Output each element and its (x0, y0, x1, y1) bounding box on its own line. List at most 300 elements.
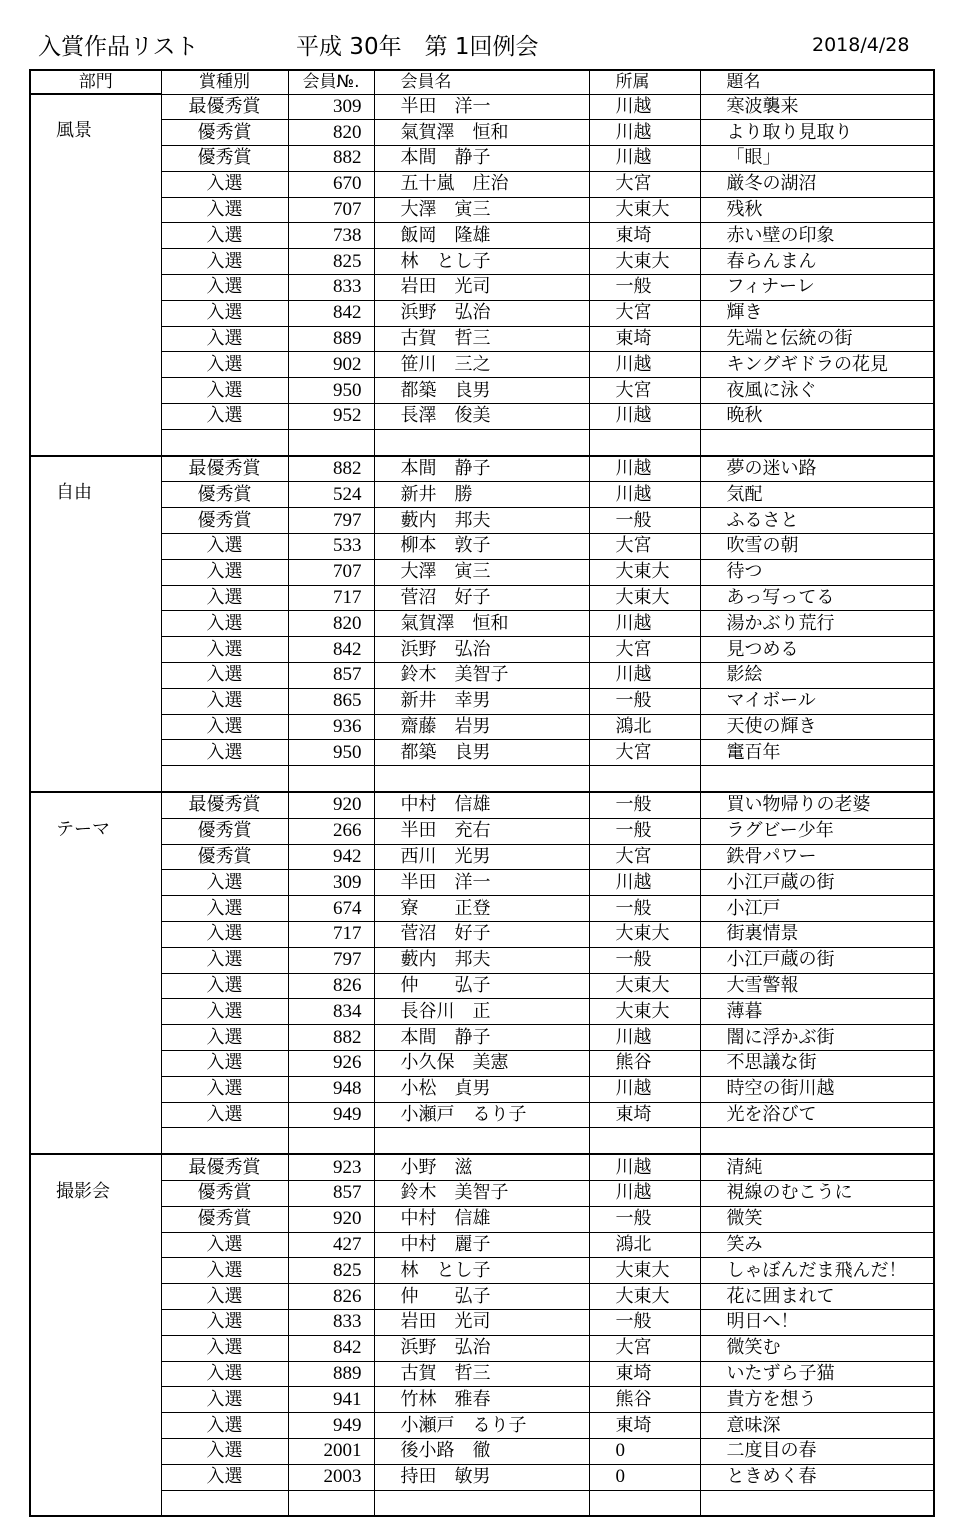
member-number-cell: 717 (288, 585, 374, 611)
award-cell: 入選 (161, 249, 288, 275)
department-cell (30, 482, 161, 508)
member-number-cell: 902 (288, 352, 374, 378)
table-row (30, 663, 934, 689)
award-cell: 入選 (161, 326, 288, 352)
department-cell (30, 1464, 161, 1490)
member-number-cell: 826 (288, 1284, 374, 1310)
work-title-cell: 二度目の春 (700, 1438, 934, 1464)
member-number-cell: 820 (288, 120, 374, 146)
member-name-cell: 柳本 敦子 (374, 534, 589, 560)
work-title-cell: ラグビー少年 (700, 818, 934, 844)
department-cell (30, 1154, 161, 1202)
member-name-cell: 竹林 雅春 (374, 1387, 589, 1413)
work-title-cell: 晩秋 (700, 404, 934, 430)
table-row (30, 378, 934, 404)
award-cell: 優秀賞 (161, 1180, 288, 1206)
department-cell (30, 740, 161, 766)
work-title-cell: 微笑 (700, 1206, 934, 1232)
affiliation-cell: 大東大 (589, 1258, 700, 1284)
member-name-cell: 飯岡 隆雄 (374, 223, 589, 249)
affiliation-cell: 一般 (589, 818, 700, 844)
table-row (30, 456, 934, 482)
department-cell (30, 1258, 161, 1284)
award-cell: 優秀賞 (161, 844, 288, 870)
table-row (30, 1387, 934, 1413)
department-cell (30, 870, 161, 896)
empty-cell (374, 766, 589, 792)
award-cell: 入選 (161, 896, 288, 922)
department-cell (30, 404, 161, 430)
member-number-cell: 707 (288, 197, 374, 223)
work-title-cell: 買い物帰りの老婆 (700, 792, 934, 818)
member-number-cell: 857 (288, 1180, 374, 1206)
work-title-cell: 湯かぶり荒行 (700, 611, 934, 637)
member-name-cell: 長谷川 正 (374, 999, 589, 1025)
work-title-cell: 赤い壁の印象 (700, 223, 934, 249)
work-title-cell: 視線のむこうに (700, 1180, 934, 1206)
table-row (30, 999, 934, 1025)
affiliation-cell: 川越 (589, 352, 700, 378)
empty-cell (161, 766, 288, 792)
member-number-cell: 923 (288, 1154, 374, 1180)
member-name-cell: 都築 良男 (374, 378, 589, 404)
department-cell (30, 896, 161, 922)
work-title-cell: 残秋 (700, 197, 934, 223)
department-cell (30, 429, 161, 455)
member-number-cell: 524 (288, 482, 374, 508)
work-title-cell: 光を浴びて (700, 1102, 934, 1128)
department-cell (30, 146, 161, 172)
member-number-cell: 834 (288, 999, 374, 1025)
award-cell: 入選 (161, 378, 288, 404)
table-row (30, 249, 934, 275)
member-number-cell: 820 (288, 611, 374, 637)
table-row (30, 611, 934, 637)
department-cell (30, 947, 161, 973)
member-number-cell: 309 (288, 870, 374, 896)
work-title-cell: 貴方を想う (700, 1387, 934, 1413)
affiliation-cell: 大宮 (589, 171, 700, 197)
work-title-cell: 寒波襲来 (700, 94, 934, 120)
affiliation-cell: 川越 (589, 870, 700, 896)
work-title-cell: 小江戸蔵の街 (700, 947, 934, 973)
affiliation-cell: 一般 (589, 275, 700, 301)
table-row (30, 870, 934, 896)
empty-cell (589, 429, 700, 455)
member-number-cell: 950 (288, 378, 374, 404)
work-title-cell: 気配 (700, 482, 934, 508)
member-number-cell: 949 (288, 1102, 374, 1128)
member-number-cell: 738 (288, 223, 374, 249)
member-name-cell: 鈴木 美智子 (374, 1180, 589, 1206)
award-cell: 入選 (161, 611, 288, 637)
affiliation-cell: 一般 (589, 896, 700, 922)
member-name-cell: 小瀬戸 るり子 (374, 1102, 589, 1128)
member-name-cell: 古賀 哲三 (374, 1361, 589, 1387)
work-title-cell: マイボール (700, 688, 934, 714)
member-name-cell: 氣賀澤 恒和 (374, 611, 589, 637)
member-name-cell: 笹川 三之 (374, 352, 589, 378)
department-cell (30, 249, 161, 275)
member-name-cell: 本間 静子 (374, 456, 589, 482)
work-title-cell: 明日へ！ (700, 1309, 934, 1335)
department-cell (30, 844, 161, 870)
affiliation-cell: 大東大 (589, 973, 700, 999)
affiliation-cell: 東埼 (589, 326, 700, 352)
table-row (30, 404, 934, 430)
table-row (30, 818, 934, 844)
member-number-cell: 833 (288, 1309, 374, 1335)
department-cell (30, 1102, 161, 1128)
member-number-cell: 882 (288, 146, 374, 172)
work-title-cell: ふるさと (700, 508, 934, 534)
member-number-cell: 952 (288, 404, 374, 430)
affiliation-cell: 川越 (589, 120, 700, 146)
empty-cell (374, 1490, 589, 1516)
table-row (30, 352, 934, 378)
table-row (30, 508, 934, 534)
table-row (30, 896, 934, 922)
award-cell: 入選 (161, 973, 288, 999)
member-number-cell: 309 (288, 94, 374, 120)
member-number-cell: 949 (288, 1413, 374, 1439)
member-number-cell: 920 (288, 1206, 374, 1232)
work-title-cell: 笑み (700, 1232, 934, 1258)
work-title-cell: フィナーレ (700, 275, 934, 301)
member-name-cell: 長澤 俊美 (374, 404, 589, 430)
affiliation-cell: 0 (589, 1464, 700, 1490)
member-name-cell: 菅沼 好子 (374, 585, 589, 611)
empty-cell (288, 766, 374, 792)
section-spacer-row (30, 766, 934, 792)
affiliation-cell: 大宮 (589, 844, 700, 870)
session-label: 平成 30年 第 1回例会 (296, 34, 539, 60)
department-cell (30, 171, 161, 197)
member-number-cell: 936 (288, 714, 374, 740)
work-title-cell: 待つ (700, 559, 934, 585)
member-number-cell: 797 (288, 508, 374, 534)
work-title-cell: いたずら子猫 (700, 1361, 934, 1387)
member-name-cell: 小野 滋 (374, 1154, 589, 1180)
empty-cell (288, 1128, 374, 1154)
table-row (30, 275, 934, 301)
document-title: 入賞作品リスト (38, 34, 199, 60)
table-row (30, 1076, 934, 1102)
table-row (30, 223, 934, 249)
work-title-cell: あっ写ってる (700, 585, 934, 611)
award-cell: 優秀賞 (161, 120, 288, 146)
work-title-cell: 「眼」 (700, 146, 934, 172)
department-cell (30, 999, 161, 1025)
affiliation-cell: 一般 (589, 688, 700, 714)
member-number-cell: 825 (288, 1258, 374, 1284)
award-cell: 入選 (161, 1335, 288, 1361)
work-title-cell: 闇に浮かぶ街 (700, 1025, 934, 1051)
member-number-cell: 948 (288, 1076, 374, 1102)
award-cell: 優秀賞 (161, 818, 288, 844)
department-cell (30, 1438, 161, 1464)
member-name-cell: 鈴木 美智子 (374, 663, 589, 689)
award-cell: 入選 (161, 534, 288, 560)
department-cell (30, 637, 161, 663)
award-cell: 入選 (161, 870, 288, 896)
department-label: テーマ (56, 818, 110, 840)
col-header-award: 賞種別 (161, 70, 288, 94)
affiliation-cell: 東埼 (589, 1361, 700, 1387)
department-cell (30, 326, 161, 352)
member-number-cell: 857 (288, 663, 374, 689)
member-number-cell: 842 (288, 1335, 374, 1361)
member-number-cell: 427 (288, 1232, 374, 1258)
department-cell (30, 1076, 161, 1102)
work-title-cell: 吹雪の朝 (700, 534, 934, 560)
table-row (30, 1232, 934, 1258)
member-name-cell: 本間 静子 (374, 1025, 589, 1051)
col-header-member-no: 会員№. (288, 70, 374, 94)
member-number-cell: 674 (288, 896, 374, 922)
affiliation-cell: 川越 (589, 456, 700, 482)
table-row (30, 922, 934, 948)
affiliation-cell: 東埼 (589, 223, 700, 249)
affiliation-cell: 一般 (589, 947, 700, 973)
work-title-cell: 意味深 (700, 1413, 934, 1439)
work-title-cell: しゃぼんだま飛んだ！ (700, 1258, 934, 1284)
work-title-cell: 厳冬の湖沼 (700, 171, 934, 197)
affiliation-cell: 一般 (589, 508, 700, 534)
empty-cell (161, 1128, 288, 1154)
empty-cell (374, 429, 589, 455)
affiliation-cell: 大東大 (589, 922, 700, 948)
member-name-cell: 林 とし子 (374, 1258, 589, 1284)
department-cell (30, 1387, 161, 1413)
work-title-cell: 花に囲まれて (700, 1284, 934, 1310)
member-number-cell: 797 (288, 947, 374, 973)
department-cell (30, 275, 161, 301)
member-name-cell: 本間 静子 (374, 146, 589, 172)
award-cell: 入選 (161, 663, 288, 689)
department-cell (30, 120, 161, 146)
affiliation-cell: 鴻北 (589, 714, 700, 740)
empty-cell (288, 1490, 374, 1516)
award-cell: 最優秀賞 (161, 792, 288, 818)
table-row (30, 844, 934, 870)
empty-cell (589, 766, 700, 792)
award-cell: 最優秀賞 (161, 94, 288, 120)
affiliation-cell: 0 (589, 1438, 700, 1464)
affiliation-cell: 川越 (589, 404, 700, 430)
document-date: 2018/4/28 (812, 34, 910, 56)
member-name-cell: 岩田 光司 (374, 1309, 589, 1335)
work-title-cell: 輝き (700, 300, 934, 326)
table-row (30, 1361, 934, 1387)
award-cell: 入選 (161, 300, 288, 326)
department-label: 撮影会 (56, 1180, 110, 1202)
table-row (30, 1258, 934, 1284)
department-cell (30, 973, 161, 999)
work-title-cell: 見つめる (700, 637, 934, 663)
affiliation-cell: 川越 (589, 1076, 700, 1102)
empty-cell (161, 1490, 288, 1516)
award-cell: 入選 (161, 1464, 288, 1490)
department-cell (30, 1335, 161, 1361)
member-name-cell: 半田 洋一 (374, 94, 589, 120)
member-number-cell: 926 (288, 1050, 374, 1076)
member-name-cell: 浜野 弘治 (374, 637, 589, 663)
affiliation-cell: 東埼 (589, 1413, 700, 1439)
work-title-cell: 鉄骨パワー (700, 844, 934, 870)
member-number-cell: 941 (288, 1387, 374, 1413)
table-row (30, 1309, 934, 1335)
member-name-cell: 都築 良男 (374, 740, 589, 766)
member-name-cell: 中村 信雄 (374, 1206, 589, 1232)
affiliation-cell: 鴻北 (589, 1232, 700, 1258)
member-name-cell: 浜野 弘治 (374, 300, 589, 326)
member-number-cell: 670 (288, 171, 374, 197)
affiliation-cell: 川越 (589, 482, 700, 508)
award-cell: 最優秀賞 (161, 1154, 288, 1180)
table-row (30, 1050, 934, 1076)
empty-cell (589, 1490, 700, 1516)
table-row (30, 94, 934, 120)
empty-cell (700, 1128, 934, 1154)
affiliation-cell: 川越 (589, 611, 700, 637)
table-row (30, 1154, 934, 1180)
member-name-cell: 藪内 邦夫 (374, 508, 589, 534)
member-name-cell: 藪内 邦夫 (374, 947, 589, 973)
award-cell: 入選 (161, 171, 288, 197)
section-spacer-row (30, 1128, 934, 1154)
work-title-cell: 天使の輝き (700, 714, 934, 740)
member-number-cell: 882 (288, 1025, 374, 1051)
member-number-cell: 833 (288, 275, 374, 301)
table-row (30, 559, 934, 585)
award-cell: 入選 (161, 637, 288, 663)
department-cell (30, 1490, 161, 1516)
member-name-cell: 小久保 美憲 (374, 1050, 589, 1076)
table-row (30, 300, 934, 326)
award-cell: 入選 (161, 1438, 288, 1464)
department-cell (30, 1361, 161, 1387)
work-title-cell: 先端と伝統の街 (700, 326, 934, 352)
department-cell (30, 922, 161, 948)
table-row (30, 740, 934, 766)
department-cell (30, 792, 161, 840)
member-name-cell: 五十嵐 庄治 (374, 171, 589, 197)
award-cell: 入選 (161, 1361, 288, 1387)
empty-cell (161, 429, 288, 455)
work-title-cell: ときめく春 (700, 1464, 934, 1490)
member-number-cell: 950 (288, 740, 374, 766)
affiliation-cell: 大東大 (589, 999, 700, 1025)
department-cell (30, 1232, 161, 1258)
member-name-cell: 小松 貞男 (374, 1076, 589, 1102)
member-number-cell: 920 (288, 792, 374, 818)
member-number-cell: 889 (288, 326, 374, 352)
department-cell (30, 585, 161, 611)
department-cell (30, 663, 161, 689)
affiliation-cell: 大宮 (589, 378, 700, 404)
department-cell (30, 534, 161, 560)
department-cell (30, 1050, 161, 1076)
member-number-cell: 825 (288, 249, 374, 275)
award-cell: 入選 (161, 1102, 288, 1128)
work-title-cell: 夢の迷い路 (700, 456, 934, 482)
award-cell: 優秀賞 (161, 1206, 288, 1232)
table-row (30, 326, 934, 352)
table-row (30, 714, 934, 740)
col-header-member-name: 会員名 (374, 70, 589, 94)
affiliation-cell: 熊谷 (589, 1387, 700, 1413)
award-cell: 入選 (161, 688, 288, 714)
member-name-cell: 半田 充右 (374, 818, 589, 844)
affiliation-cell: 大東大 (589, 585, 700, 611)
affiliation-cell: 一般 (589, 1206, 700, 1232)
member-name-cell: 大澤 寅三 (374, 197, 589, 223)
award-cell: 入選 (161, 1387, 288, 1413)
affiliation-cell: 一般 (589, 1309, 700, 1335)
award-cell: 入選 (161, 275, 288, 301)
award-cell: 入選 (161, 999, 288, 1025)
table-row (30, 120, 934, 146)
col-header-title: 題名 (700, 70, 934, 94)
member-name-cell: 齋藤 岩男 (374, 714, 589, 740)
department-cell (30, 559, 161, 585)
col-header-department: 部門 (30, 70, 161, 94)
work-title-cell: より取り見取り (700, 120, 934, 146)
award-cell: 入選 (161, 585, 288, 611)
member-number-cell: 842 (288, 637, 374, 663)
affiliation-cell: 川越 (589, 1025, 700, 1051)
member-number-cell: 889 (288, 1361, 374, 1387)
table-row (30, 1335, 934, 1361)
affiliation-cell: 大宮 (589, 300, 700, 326)
department-cell (30, 508, 161, 534)
affiliation-cell: 川越 (589, 94, 700, 120)
award-cell: 優秀賞 (161, 482, 288, 508)
award-cell: 入選 (161, 947, 288, 973)
member-number-cell: 707 (288, 559, 374, 585)
member-number-cell: 533 (288, 534, 374, 560)
department-cell (30, 766, 161, 792)
work-title-cell: 微笑む (700, 1335, 934, 1361)
member-number-cell: 266 (288, 818, 374, 844)
table-row (30, 947, 934, 973)
affiliation-cell: 大東大 (589, 1284, 700, 1310)
award-cell: 入選 (161, 559, 288, 585)
award-table (29, 69, 935, 1517)
award-cell: 入選 (161, 714, 288, 740)
award-cell: 入選 (161, 1258, 288, 1284)
work-title-cell: 薄暮 (700, 999, 934, 1025)
work-title-cell: 竃百年 (700, 740, 934, 766)
work-title-cell: 夜風に泳ぐ (700, 378, 934, 404)
award-cell: 入選 (161, 197, 288, 223)
empty-cell (700, 766, 934, 792)
table-row (30, 973, 934, 999)
department-cell (30, 1413, 161, 1439)
department-cell (30, 197, 161, 223)
table-row (30, 482, 934, 508)
member-name-cell: 小瀬戸 るり子 (374, 1413, 589, 1439)
table-row (30, 792, 934, 818)
award-cell: 入選 (161, 1284, 288, 1310)
table-row (30, 1464, 934, 1490)
member-name-cell: 岩田 光司 (374, 275, 589, 301)
table-row (30, 1102, 934, 1128)
member-number-cell: 2001 (288, 1438, 374, 1464)
award-cell: 入選 (161, 1413, 288, 1439)
department-cell (30, 300, 161, 326)
